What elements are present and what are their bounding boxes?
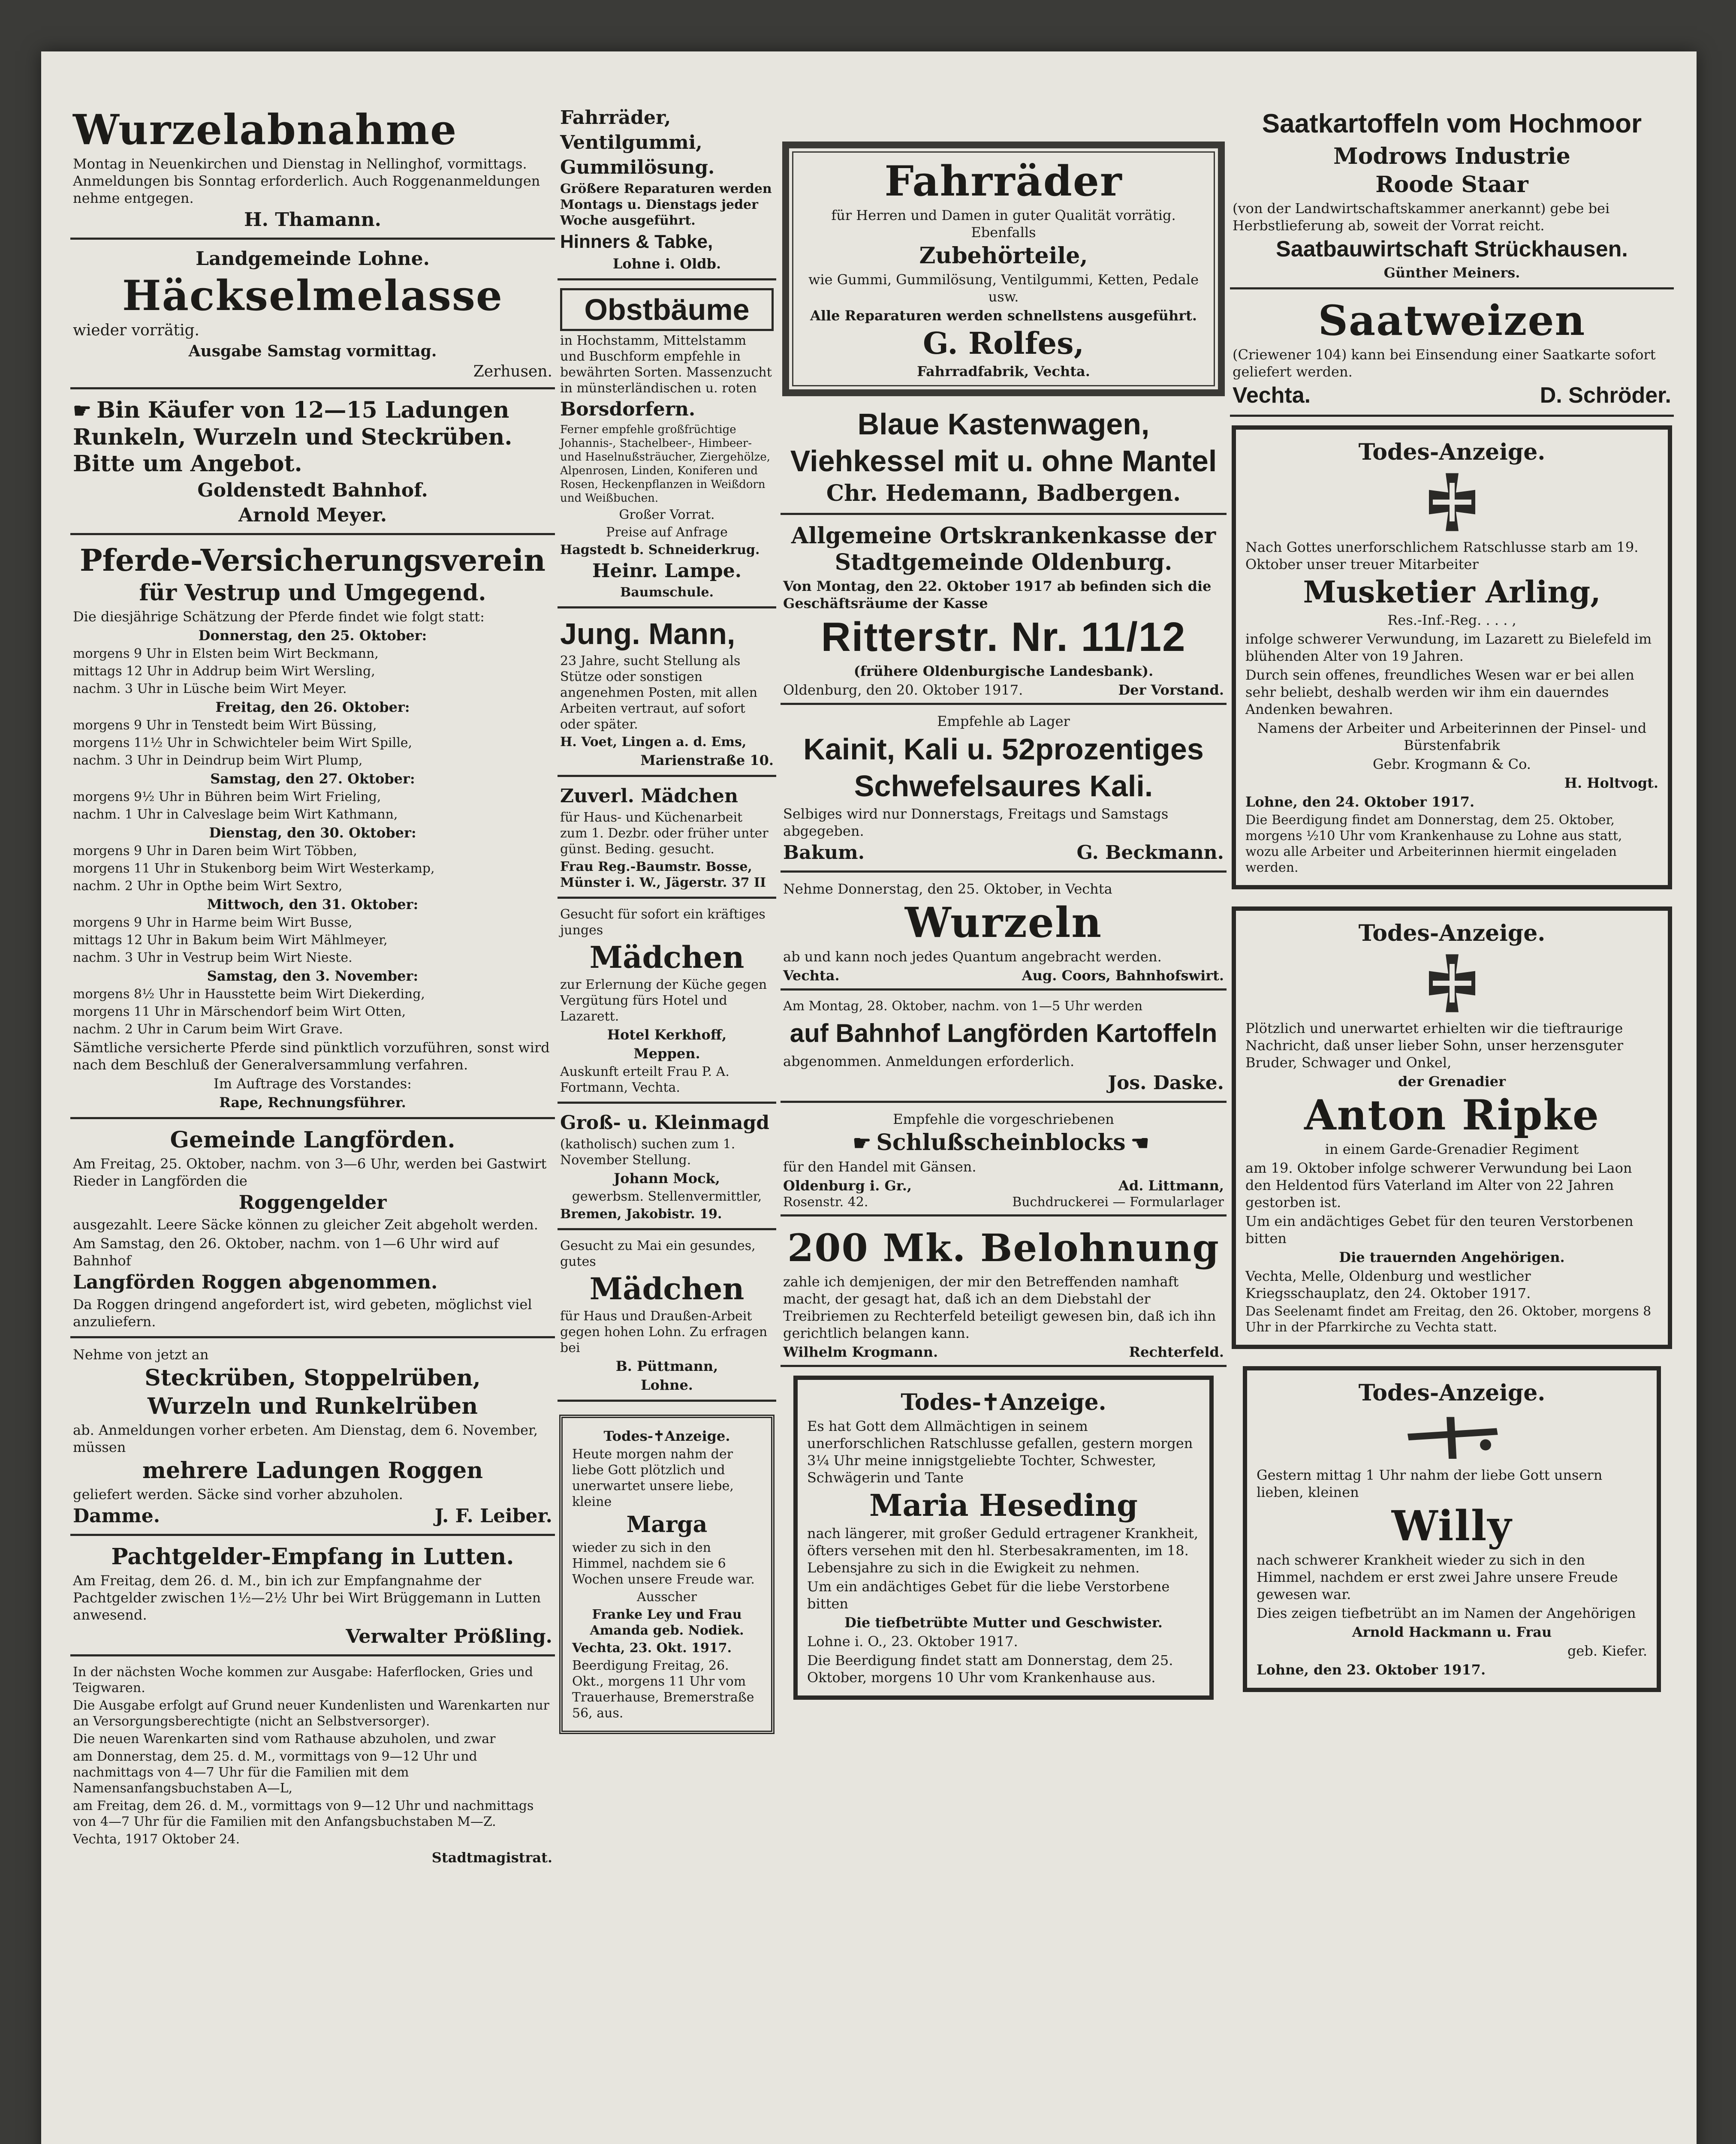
death-notice-ripke	[1232, 906, 1672, 1349]
ad-signature: Verwalter Prößling.	[346, 1626, 552, 1647]
column-4	[1230, 103, 1674, 1692]
notice-text: Namens der Arbeiter und Arbeiterinnen der Pinsel- und Bürstenfabrik	[1257, 720, 1647, 753]
ad-text: (von der Landwirtschaftskammer anerkannt) gebe bei Herbstlieferung ab, soweit der Vorrat reicht.	[1233, 200, 1610, 234]
notice-text: Heute morgen nahm der liebe Gott plötzlich und unerwartet unsere liebe, kleine	[572, 1447, 734, 1509]
ad-place: Meppen.	[633, 1045, 700, 1062]
ad-text: 23 Jahre, sucht Stellung als Stütze oder sonstigen angenehmen Posten, mit allen Arbeiten vertraut, auf sofort oder später.	[560, 653, 758, 732]
ad-place: Oldenburg i. Gr.,	[783, 1177, 912, 1194]
notice-text: Die Beerdigung findet statt am Donnerstag, dem 25. Oktober, morgens 10 Uhr vom Krankenhause aus.	[807, 1652, 1173, 1686]
ad-heading: Saatbauwirtschaft Strückhausen.	[1276, 237, 1628, 262]
notice-head: Todes-Anzeige.	[1358, 1380, 1546, 1406]
ad-heading: Viehkessel mit u. ohne Mantel	[790, 444, 1217, 478]
schedule-entry: morgens 9 Uhr in Elsten beim Wirt Beckmann,	[73, 646, 379, 661]
notice-head: Todes-Anzeige.	[1358, 439, 1546, 465]
schedule-entry: nachm. 3 Uhr in Lüsche beim Wirt Meyer.	[73, 681, 347, 696]
schedule-entry: morgens 11½ Uhr in Schwichteler beim Wirt Spille,	[73, 735, 413, 750]
notice-head: Todes-Anzeige.	[1358, 920, 1546, 946]
ad-title: Schlußscheinblocks	[876, 1129, 1126, 1156]
ad-haeckselmelasse	[70, 244, 555, 389]
ad-name: B. Püttmann,	[615, 1358, 718, 1374]
ad-text: für Haus und Draußen-Arbeit gegen hohen Lohn. Zu erfragen bei	[560, 1309, 768, 1355]
notice-date: Lohne, den 24. Oktober 1917.	[1245, 794, 1475, 810]
notice-text: Um ein andächtiges Gebet für den teuren Verstorbenen bitten	[1245, 1213, 1634, 1247]
ad-text: ab und kann noch jedes Quantum angebracht werden.	[783, 949, 1162, 965]
ad-heading: Modrows Industrie	[1333, 143, 1570, 169]
ad-text: Ausgabe Samstag vormittag.	[188, 342, 437, 360]
ad-title: Mädchen	[589, 1271, 744, 1307]
ad-belohnung	[781, 1221, 1227, 1367]
ad-text: zur Erlernung der Küche gegen Vergütung fürs Hotel und Lazarett.	[560, 977, 767, 1024]
ad-magd	[558, 1108, 776, 1230]
schedule-entry: nachm. 3 Uhr in Vestrup beim Wirt Nieste.	[73, 950, 353, 965]
ad-address: Marienstraße 10.	[640, 752, 774, 768]
ad-meppen	[558, 903, 776, 1104]
ad-place: Vechta.	[1233, 383, 1311, 408]
notice-text: Durch sein offenes, freundliches Wesen war er bei allen sehr beliebt, deshalb werden wir ihm ein dauerndes Andenken bewahren.	[1245, 667, 1634, 717]
ad-text: Montag in Neuenkirchen und Dienstag in Nellinghof, vormittags. Anmeldungen bis Sonntag erforderlich. Auch Roggenanmeldungen nehme entgegen.	[73, 156, 540, 206]
ad-title: Jung. Mann,	[560, 617, 735, 650]
ad-stadtmagistrat	[70, 1661, 555, 1872]
ad-text: Am Montag, 28. Oktober, nachm. von 1—5 Uhr werden	[783, 999, 1143, 1014]
notice-text: am 19. Oktober infolge schwerer Verwundung bei Laon den Heldentod fürs Vaterland im Alter von 22 Jahren gestorben ist.	[1245, 1160, 1632, 1211]
schedule-entry: morgens 11 Uhr in Stukenborg beim Wirt Westerkamp,	[73, 861, 435, 876]
notice-signature: H. Holtvogt.	[1564, 775, 1658, 791]
ad-text: Von Montag, den 22. Oktober 1917 ab befinden sich die Geschäftsräume der Kasse	[783, 578, 1212, 611]
ad-heading: Roode Staar	[1375, 172, 1528, 198]
death-notice-maria	[793, 1376, 1214, 1700]
ad-name: Aug. Coors, Bahnhofswirt.	[1022, 967, 1224, 984]
ad-place: Goldenstedt Bahnhof.	[197, 479, 428, 501]
schedule-entry: nachm. 2 Uhr in Opthe beim Wirt Sextro,	[73, 879, 343, 894]
pointing-hand-left-icon: ☚	[1130, 1131, 1149, 1155]
ad-title: Fahrräder	[884, 157, 1123, 205]
ad-text: ab. Anmeldungen vorher erbeten. Am Dienstag, dem 6. November, müssen	[73, 1422, 538, 1455]
ad-littmann	[781, 1107, 1227, 1217]
ad-text: Sämtliche versicherte Pferde sind pünktlich vorzuführen, sonst wird nach dem Beschluß der Generalversammlung verfahren.	[73, 1039, 550, 1073]
schedule-day: Donnerstag, den 25. Oktober:	[198, 627, 427, 644]
ad-name: D. Schröder.	[1540, 383, 1671, 408]
iron-cross-icon	[1420, 951, 1484, 1015]
notice-text: Plötzlich und unerwartet erhielten wir die tieftraurige Nachricht, daß unser lieber Sohn, unser herzensguter Bruder, Schwager und Onkel,	[1245, 1020, 1623, 1071]
ad-zuverl-maedchen	[558, 781, 776, 899]
column-2	[558, 103, 776, 1741]
ad-date: Oldenburg, den 20. Oktober 1917.	[783, 682, 1023, 698]
ad-obstbaeume	[558, 285, 776, 608]
ad-title: Saatkartoffeln vom Hochmoor	[1262, 109, 1642, 139]
ad-text: Die diesjährige Schätzung der Pferde findet wie folgt statt:	[73, 608, 485, 625]
notice-text: infolge schwerer Verwundung, im Lazarett zu Bielefeld im blühenden Alter von 19 Jahren.	[1245, 631, 1652, 664]
ad-text: wie Gummi, Gummilösung, Ventilgummi, Ketten, Pedale usw.	[808, 271, 1199, 305]
schedule-entry: mittags 12 Uhr in Bakum beim Wirt Mählmeyer,	[73, 933, 388, 948]
ad-subtitle: Baumschule.	[620, 585, 714, 600]
ad-wurzelabnahme	[70, 103, 555, 240]
ad-heading: auf Bahnhof Langförden Kartoffeln	[790, 1019, 1218, 1048]
schedule-day: Samstag, den 27. Oktober:	[210, 771, 415, 787]
ad-name: Jos. Daske.	[1108, 1072, 1224, 1094]
notice-name: Maria Heseding	[869, 1488, 1138, 1523]
notice-date: Vechta, 23. Okt. 1917.	[572, 1641, 732, 1656]
ad-coors	[781, 877, 1227, 991]
notice-text: Beerdigung Freitag, 26. Okt., morgens 11 Uhr vom Trauerhause, Bremerstraße 56, aus.	[572, 1658, 754, 1721]
schedule-entry: morgens 9 Uhr in Tenstedt beim Wirt Büssing,	[73, 718, 377, 733]
ad-heading: Blaue Kastenwagen,	[857, 407, 1150, 441]
ad-place: Bakum.	[783, 842, 865, 864]
ad-text: Nehme von jetzt an	[73, 1346, 209, 1363]
ad-title: Wurzelabnahme	[73, 105, 458, 154]
ad-text: am Freitag, dem 26. d. M., vormittags von 9—12 Uhr und nachmittags von 4—7 Uhr für die Familien mit den Anfangsbuchstaben M—Z.	[73, 1798, 534, 1829]
ad-kaeufer	[70, 394, 555, 535]
ad-heading: Zubehörteile,	[919, 243, 1088, 269]
ad-title: Wurzeln	[904, 898, 1103, 947]
notice-text: Gebr. Krogmann & Co.	[1373, 756, 1531, 772]
ad-text: Selbiges wird nur Donnerstags, Freitags und Samstags abgegeben.	[783, 806, 1169, 839]
ad-text: ausgezahlt. Leere Säcke können zu gleicher Zeit abgeholt werden.	[73, 1217, 538, 1233]
notice-text: Franke Ley und Frau Amanda geb. Nodiek.	[590, 1607, 744, 1638]
ad-text: Ferner empfehle großfrüchtige Johannis-, Stachelbeer-, Himbeer- und Haselnußsträucher, Ziergehölze, Alpenrosen, Linden, Koniferen und Rosen, Heckenpflanzen in Weißdorn und Weißbuchen.	[560, 423, 771, 505]
ad-text: Im Auftrage des Vorstandes:	[214, 1075, 412, 1092]
ad-text: am Donnerstag, dem 25. d. M., vormittags von 9—12 Uhr und nachmittags von 4—7 Uhr für die Familien mit dem Namensanfangsbuchstaben A—L,	[73, 1749, 477, 1796]
ad-text: Am Samstag, den 26. Oktober, nachm. von 1—6 Uhr wird auf Bahnhof	[73, 1235, 499, 1269]
notice-subtitle: geb. Kiefer.	[1567, 1643, 1647, 1659]
ad-text: (katholisch) suchen zum 1. November Stellung.	[560, 1137, 735, 1168]
ad-head: Landgemeinde Lohne.	[196, 248, 430, 270]
schedule-entry: nachm. 1 Uhr in Calveslage beim Wirt Kathmann,	[73, 807, 398, 822]
schedule-day: Dienstag, den 30. Oktober:	[209, 825, 416, 841]
ad-date: Vechta, 1917 Oktober 24.	[73, 1832, 240, 1847]
ad-text: Am Freitag, 25. Oktober, nachm. von 3—6 Uhr, werden bei Gastwirt Rieder in Langförden die	[73, 1156, 547, 1189]
pointing-hand-icon: ☛	[73, 399, 92, 423]
death-notice-marga	[559, 1415, 775, 1734]
notice-text: Die Beerdigung findet am Donnerstag, dem 25. Oktober, morgens ½10 Uhr vom Krankenhause zu Lohne aus statt, wozu alle Arbeiter und Arbeiterinnen hiermit eingeladen werden.	[1245, 813, 1622, 875]
ad-text: (frühere Oldenburgische Landesbank).	[853, 663, 1154, 679]
ad-text: Gesucht für sofort ein kräftiges junges	[560, 907, 766, 938]
ad-title: Häckselmelasse	[122, 271, 503, 320]
ad-hedemann	[781, 403, 1227, 515]
ad-text: für Herren und Damen in guter Qualität vorrätig. Ebenfalls	[831, 207, 1176, 241]
ad-place: Lohne i. Oldb.	[612, 256, 721, 272]
ad-signature: Stadtmagistrat.	[431, 1849, 552, 1866]
ad-text: Großer Vorrat.	[619, 507, 715, 522]
ad-heading: mehrere Ladungen Roggen	[142, 1457, 483, 1484]
ad-text: Am Freitag, dem 26. d. M., bin ich zur Empfangnahme der Pachtgelder zwischen 1½—2½ Uhr bei Wirt Brüggemann in Lutten anwesend.	[73, 1572, 541, 1623]
ad-name: Johann Mock,	[614, 1170, 720, 1186]
ad-address: Rosenstr. 42.	[783, 1195, 868, 1210]
ad-name: Heinr. Lampe.	[592, 560, 742, 582]
ad-leiber	[70, 1343, 555, 1536]
ad-daske	[781, 995, 1227, 1103]
ad-saatkartoffeln	[1230, 103, 1674, 289]
ad-text: Roggengelder	[238, 1192, 387, 1214]
ad-title: Saatweizen	[1318, 296, 1586, 345]
schedule-day: Freitag, den 26. Oktober:	[215, 699, 410, 715]
notice-text: nach schwerer Krankheit wieder zu sich in den Himmel, nachdem er erst zwei Jahre unsere Freude gewesen war.	[1257, 1552, 1618, 1602]
ad-address: Bremen, Jakobistr. 19.	[560, 1207, 722, 1222]
ad-text: Bin Käufer von 12—15 Ladungen Runkeln, Wurzeln und Steckrüben. Bitte um Angebot.	[73, 397, 512, 477]
ad-name: Chr. Hedemann, Badbergen.	[826, 480, 1181, 506]
notice-text: der Grenadier	[1398, 1073, 1506, 1090]
notice-date: Lohne, den 23. Oktober 1917.	[1257, 1662, 1486, 1678]
ad-pferde-versicherung	[70, 539, 555, 1119]
ad-signature: Rape, Rechnungsführer.	[219, 1094, 406, 1111]
notice-text: Gestern mittag 1 Uhr nahm der liebe Gott unsern lieben, kleinen	[1257, 1467, 1603, 1500]
ad-text: Hagstedt b. Schneiderkrug.	[560, 542, 760, 557]
ad-name: G. Beckmann.	[1076, 842, 1224, 864]
ad-name: Hotel Kerkhoff,	[607, 1027, 727, 1043]
ad-subtitle: für Vestrup und Umgegend.	[139, 580, 486, 606]
notice-head: Todes-✝Anzeige.	[901, 1389, 1106, 1415]
ad-text: Die neuen Warenkarten sind vom Rathause abzuholen, und zwar	[73, 1731, 496, 1747]
schedule-list	[73, 627, 552, 1037]
ad-text: für den Handel mit Gänsen.	[783, 1159, 976, 1175]
ad-text: Gummilösung.	[560, 157, 715, 178]
notice-text: Das Seelenamt findet am Freitag, den 26. Oktober, morgens 8 Uhr in der Pfarrkirche zu Vechta statt.	[1245, 1304, 1652, 1335]
ad-title: Pferde-Versicherungsverein	[79, 542, 546, 578]
column-1	[70, 103, 555, 1876]
notice-name: Musketier Arling,	[1303, 574, 1601, 610]
ad-heading: Steckrüben, Stoppelrüben,	[145, 1365, 481, 1391]
ad-text: Preise auf Anfrage	[606, 525, 728, 540]
ad-text: Da Roggen dringend angefordert ist, wird gebeten, möglichst viel anzuliefern.	[73, 1296, 532, 1330]
ad-name: Ad. Littmann,	[1118, 1177, 1224, 1194]
ad-text: (Criewener 104) kann bei Einsendung einer Saatkarte sofort geliefert werden.	[1233, 346, 1656, 380]
notice-text: Die trauernden Angehörigen.	[1339, 1249, 1565, 1265]
notice-subtitle: Res.-Inf.-Reg. . . . ,	[1387, 612, 1516, 628]
ad-title: 200 Mk. Belohnung	[787, 1226, 1220, 1270]
ad-name: H. Voet, Lingen a. d. Ems,	[560, 735, 747, 750]
schedule-entry: nachm. 2 Uhr in Carum beim Wirt Grave.	[73, 1022, 343, 1037]
schedule-day: Samstag, den 3. November:	[207, 968, 419, 984]
ad-name: Günther Meiners.	[1383, 265, 1520, 281]
notice-name: Anton Ripke	[1304, 1091, 1600, 1139]
notice-date: Lohne i. O., 23. Oktober 1917.	[807, 1633, 1018, 1650]
ad-title: Mädchen	[589, 940, 744, 975]
ad-signature: Arnold Meyer.	[238, 504, 387, 526]
ad-text: Alle Reparaturen werden schnellstens ausgeführt.	[810, 307, 1197, 324]
ad-heading: Borsdorfern.	[560, 398, 696, 420]
notice-head: Todes-✝Anzeige.	[603, 1428, 730, 1444]
notice-text: Um ein andächtiges Gebet für die liebe Verstorbene bitten	[807, 1578, 1170, 1612]
ad-puettmann	[558, 1235, 776, 1402]
ad-title: Gemeinde Langförden.	[170, 1127, 455, 1153]
ad-heading: Kainit, Kali u. 52prozentiges	[803, 732, 1204, 766]
notice-name: Willy	[1391, 1502, 1513, 1550]
schedule-day: Mittwoch, den 31. Oktober:	[207, 896, 419, 912]
ad-text: Langförden Roggen abgenommen.	[73, 1271, 438, 1293]
ad-text: Fahrräder,	[560, 107, 671, 129]
ad-place: Rechterfeld.	[1129, 1344, 1224, 1360]
ad-kainit	[781, 709, 1227, 873]
ad-pachtgelder	[70, 1540, 555, 1656]
grave-cross-icon	[1396, 1411, 1508, 1462]
schedule-entry: morgens 8½ Uhr in Hausstette beim Wirt Diekerding,	[73, 987, 425, 1002]
ad-name: G. Rolfes,	[923, 325, 1084, 361]
notice-text: Die tiefbetrübte Mutter und Geschwister.	[844, 1614, 1163, 1631]
ad-heading: Schwefelsaures Kali.	[854, 769, 1153, 803]
ad-text: zahle ich demjenigen, der mir den Betreffenden namhaft macht, der gesagt hat, daß ich an dem Diebstahl der Treibriemen zu Rechterfeld beteiligt gewesen bin, daß ich ihn gerichtlich belangen kann.	[783, 1274, 1216, 1341]
schedule-entry: morgens 9 Uhr in Harme beim Wirt Busse,	[73, 915, 353, 930]
schedule-entry: nachm. 3 Uhr in Deindrup beim Wirt Plump,	[73, 753, 363, 768]
ad-name: Wilhelm Krogmann.	[783, 1344, 938, 1360]
death-notice-arling	[1232, 425, 1672, 889]
schedule-entry: morgens 11 Uhr in Märschendorf beim Wirt Otten,	[73, 1004, 406, 1019]
ad-subtitle: Fahrradfabrik, Vechta.	[917, 363, 1090, 379]
pointing-hand-icon: ☛	[853, 1131, 871, 1155]
notice-text: nach längerer, mit großer Geduld ertragener Krankheit, öfters versehen mit den hl. Sterbesakramenten, im 18. Lebensjahre zu sich in die Ewigkeit zu nehmen.	[807, 1525, 1199, 1576]
notice-text: Dies zeigen tiefbetrübt an im Namen der Angehörigen	[1257, 1605, 1636, 1621]
ad-text: In der nächsten Woche kommen zur Ausgabe: Haferflocken, Gries und Teigwaren.	[73, 1665, 533, 1695]
ad-signature: H. Thamann.	[244, 209, 381, 231]
ad-jung-mann	[558, 613, 776, 777]
ad-text: Empfehle ab Lager	[937, 713, 1070, 729]
ad-text: für Haus- und Küchenarbeit zum 1. Dezbr. oder früher unter günst. Beding. gesucht.	[560, 810, 769, 857]
notice-text: Nach Gottes unerforschlichem Ratschlusse starb am 19. Oktober unser treuer Mitarbeiter	[1245, 539, 1639, 572]
ad-place: Lohne.	[641, 1377, 693, 1393]
ad-text: abgenommen. Anmeldungen erforderlich.	[783, 1053, 1075, 1069]
ad-text: Empfehle die vorgeschriebenen	[893, 1111, 1114, 1127]
ad-signature: Zerhusen.	[473, 363, 552, 380]
schedule-entry: morgens 9 Uhr in Daren beim Wirt Többen,	[73, 843, 357, 858]
ad-text: wieder vorrätig.	[73, 322, 199, 339]
ad-rolfes	[782, 142, 1225, 396]
notice-text: Ausscher	[637, 1590, 697, 1605]
ad-subtitle: Buchdruckerei — Formularlager	[1012, 1195, 1224, 1210]
ad-title: Pachtgelder-Empfang in Lutten.	[111, 1544, 514, 1570]
ad-title: Zuverl. Mädchen	[560, 785, 738, 807]
ad-text: Auskunft erteilt Frau P. A. Fortmann, Vechta.	[560, 1064, 729, 1095]
ad-text: Ventilgummi,	[560, 132, 702, 154]
ad-ortskrankenkasse	[781, 519, 1227, 705]
ad-address: Ritterstr. Nr. 11/12	[821, 614, 1186, 660]
ad-heading: Wurzeln und Runkelrüben	[148, 1393, 478, 1419]
ad-text: geliefert werden. Säcke sind vorher abzuholen.	[73, 1486, 403, 1503]
ad-signature: Der Vorstand.	[1118, 682, 1224, 698]
ad-title: Obstbäume	[560, 288, 774, 331]
ad-text: Größere Reparaturen werden Montags u. Dienstags jeder Woche ausgeführt.	[560, 181, 772, 228]
notice-text: wieder zu sich in den Himmel, nachdem sie 6 Wochen unsere Freude war.	[572, 1540, 755, 1587]
ad-text: Die Ausgabe erfolgt auf Grund neuer Kundenlisten und Warenkarten nur an Versorgungsberechtigte (nicht an Selbstversorger).	[73, 1698, 550, 1729]
notice-date: Vechta, Melle, Oldenburg und westlicher Kriegsschauplatz, den 24. Oktober 1917.	[1245, 1268, 1531, 1301]
ad-address: Frau Reg.-Baumstr. Bosse, Münster i. W., Jägerstr. 37 II	[560, 859, 766, 890]
ad-text: Gesucht zu Mai ein gesundes, gutes	[560, 1238, 756, 1269]
ad-hinners-tabke	[558, 103, 776, 280]
notice-text: in einem Garde-Grenadier Regiment	[1325, 1141, 1579, 1157]
ad-saatweizen	[1230, 294, 1674, 417]
notice-name: Marga	[626, 1512, 708, 1538]
notice-signature: Arnold Hackmann u. Frau	[1352, 1624, 1552, 1640]
schedule-entry: mittags 12 Uhr in Addrup beim Wirt Wersling,	[73, 664, 375, 679]
ad-name: Hinners & Tabke,	[560, 231, 713, 252]
death-notice-willy	[1243, 1366, 1661, 1692]
ad-signature: J. F. Leiber.	[434, 1505, 552, 1527]
ad-text: in Hochstamm, Mittelstamm und Buschform empfehle in bewährten Sorten. Massenzucht in münsterländischen u. roten	[560, 333, 772, 396]
iron-cross-icon	[1420, 470, 1484, 534]
ad-text: Nehme Donnerstag, den 25. Oktober, in Vechta	[783, 881, 1112, 897]
ad-place: Damme.	[73, 1505, 160, 1527]
schedule-entry: morgens 9½ Uhr in Bühren beim Wirt Frieling,	[73, 789, 381, 804]
ad-text: gewerbsm. Stellenvermittler,	[572, 1189, 762, 1204]
ad-gemeinde-langfoerden	[70, 1123, 555, 1338]
ad-place: Vechta.	[783, 967, 840, 984]
notice-text: Es hat Gott dem Allmächtigen in seinem unerforschlichen Ratschlusse gefallen, gestern morgen 3¼ Uhr meine innigstgeliebte Tochter, Schwester, Schwägerin und Tante	[807, 1418, 1193, 1486]
ad-title: Groß- u. Kleinmagd	[560, 1112, 769, 1134]
ad-heading: Allgemeine Ortskrankenkasse der Stadtgemeinde Oldenburg.	[791, 523, 1216, 575]
column-3	[781, 103, 1227, 1708]
